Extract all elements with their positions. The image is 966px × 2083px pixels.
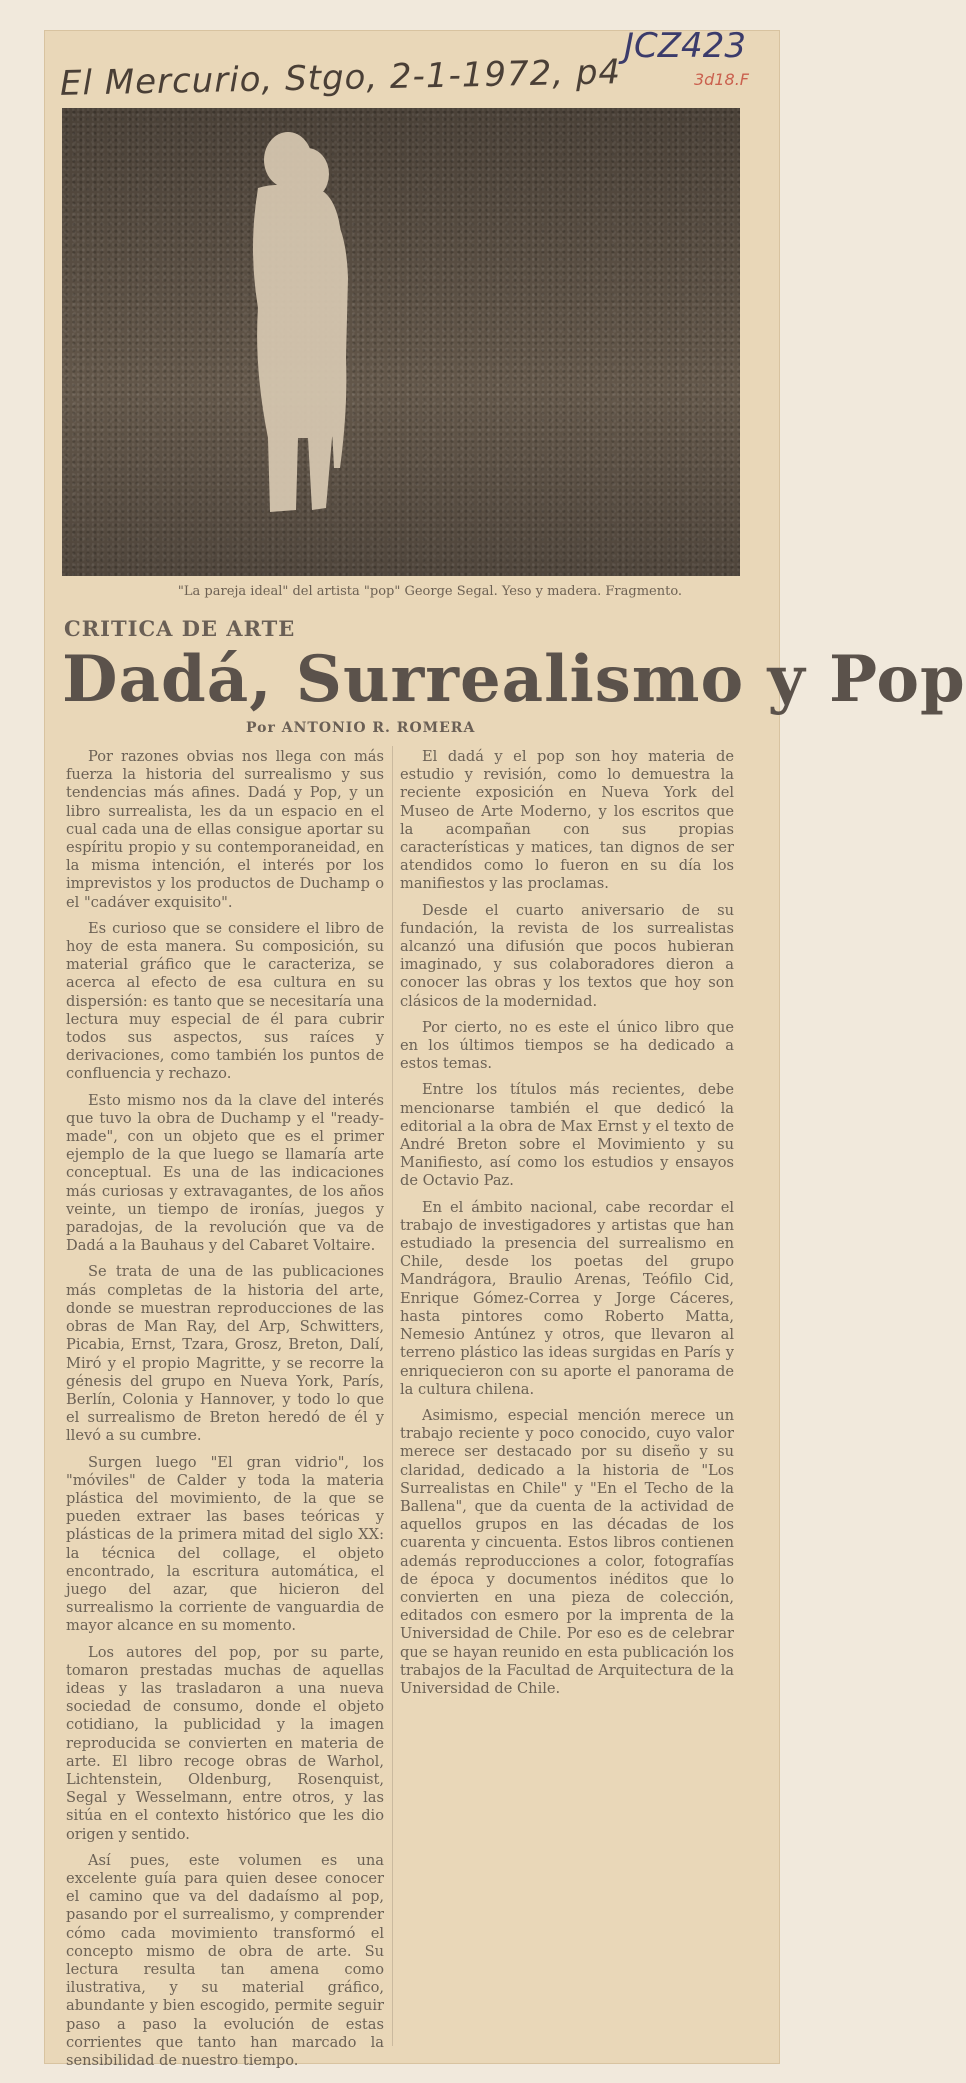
paragraph: Surgen luego "El gran vidrio", los "móviles" de Calder y toda la materia plástica del movimiento, de la que se pueden extraer las bases teóricas y plásticas de la primera mitad del siglo XX: la técnica del collage, el objeto encontrado, la escritura automática, el juego del azar, que hicieron del surrealismo la corriente de vanguardia de mayor alcance en su momento. (66, 1453, 384, 1635)
paragraph: Asimismo, especial mención merece un trabajo reciente y poco conocido, cuyo valor merece ser destacado por su diseño y su claridad, dedicado a la historia de "Los Surrealistas en Chile" y "En el Techo de la Ballena", que da cuenta de la actividad de aquellos grupos en las décadas de los cuarenta y cincuenta. Estos libros contienen además reproducciones a color, fotografías de época y documentos inéditos que lo convierten en una pieza de colección, editados con esmero por la imprenta de la Universidad de Chile. Por eso es de celebrar que se hayan reunido en esta publicación los trabajos de la Facultad de Arquitectura de la Universidad de Chile. (400, 1406, 734, 1697)
paragraph: Se trata de una de las publicaciones más completas de la historia del arte, donde se muestran reproducciones de las obras de Man Ray, del Arp, Schwitters, Picabia, Ernst, Tzara, Grosz, Breton, Dalí, Miró y el propio Magritte, y se recorre la génesis del grupo en Nueva York, París, Berlín, Colonia y Hannover, y todo lo que el surrealismo de Breton heredó de él y llevó a su cumbre. (66, 1263, 384, 1445)
article-column-right (400, 748, 734, 2058)
headline: Dadá, Surrealismo y Pop (62, 642, 966, 717)
paragraph: El dadá y el pop son hoy materia de estudio y revisión, como lo demuestra la reciente exposición en Nueva York del Museo de Arte Moderno, y los escritos que la acompañan con sus propias características y matices, tan dignos de ser atendidos como lo fueron en su día los manifiestos y las proclamas. (400, 748, 734, 893)
sculpture-figures-image (62, 108, 740, 576)
photo-caption: "La pareja ideal" del artista "pop" George Segal. Yeso y madera. Fragmento. (177, 584, 683, 599)
paragraph: Por cierto, no es este el único libro que en los últimos tiempos se ha dedicado a estos temas. (400, 1018, 734, 1073)
article-column-left (66, 748, 384, 2070)
paragraph: Entre los títulos más recientes, debe mencionarse también el que dedicó la editorial a la obra de Max Ernst y el texto de André Breton sobre el Movimiento y su Manifiesto, así como los estudios y ensayos de Octavio Paz. (400, 1081, 734, 1190)
catalog-sub-number: 3d18.F (694, 70, 749, 89)
paragraph: Es curioso que se considere el libro de hoy de esta manera. Su composición, su material gráfico que le caracteriza, se acerca al efecto de esa cultura en su dispersión: es tanto que se necesitaría una lectura muy especial de él para cubrir todos sus aspectos, sus raíces y derivaciones, como también los puntos de confluencia y rechazo. (66, 919, 384, 1083)
catalog-number: JCZ423 (624, 26, 746, 66)
section-kicker: CRITICA DE ARTE (64, 616, 296, 641)
paragraph: Los autores del pop, por su parte, tomaron prestadas muchas de aquellas ideas y las trasladaron a una nueva sociedad de consumo, donde el objeto cotidiano, la publicidad y la imagen reproducida se convierten en materia de arte. El libro recoge obras de Warhol, Lichtenstein, Oldenburg, Rosenquist, Segal y Wesselmann, entre otros, y las sitúa en el contexto histórico que les dio origen y sentido. (66, 1643, 384, 1843)
paragraph: Por razones obvias nos llega con más fuerza la historia del surrealismo y sus tendencias más afines. Dadá y Pop, y un libro surrealista, les da un espacio en el cual cada una de ellas consigue aportar su espíritu propio y su contemporaneidad, en la misma intención, el interés por los imprevistos y los productos de Duchamp o el "cadáver exquisito". (66, 748, 384, 911)
paragraph: En el ámbito nacional, cabe recordar el trabajo de investigadores y artistas que han estudiado la presencia del surrealismo en Chile, desde los poetas del grupo Mandrágora, Braulio Arenas, Teófilo Cid, Enrique Gómez-Correa y Jorge Cáceres, hasta pintores como Roberto Matta, Nemesio Antúnez y otros, que llevaron al terreno plástico las ideas surgidas en París y enriquecieron con su aporte el panorama de la cultura chilena. (400, 1198, 734, 1398)
column-divider (392, 746, 393, 2046)
paragraph: Esto mismo nos da la clave del interés que tuvo la obra de Duchamp y el "ready-made", con un objeto que es el primer ejemplo de la que luego se llamaría arte conceptual. Es una de las indicaciones más curiosas y extravagantes, de los años veinte, un tiempo de ironías, juegos y paradojas, de la revolución que va de Dadá a la Bauhaus y del Cabaret Voltaire. (66, 1091, 384, 1255)
byline: Por ANTONIO R. ROMERA (246, 720, 476, 736)
paragraph: Así pues, este volumen es una excelente guía para quien desee conocer el camino que va del dadaísmo al pop, pasando por el surrealismo, y comprender cómo cada movimiento transformó el concepto mismo de obra de arte. Su lectura resulta tan amena como ilustrativa, y su material gráfico, abundante y bien escogido, permite seguir paso a paso la evolución de estas corrientes que tanto han marcado la sensibilidad de nuestro tiempo. (66, 1851, 384, 2070)
article-photo (62, 108, 740, 576)
handwritten-source-note: El Mercurio, Stgo, 2-1-1972, p4 (59, 52, 622, 104)
paragraph: Desde el cuarto aniversario de su fundación, la revista de los surrealistas alcanzó una difusión que pocos hubieran imaginado, y sus colaboradores dieron a conocer las obras y los textos que hoy son clásicos de la modernidad. (400, 901, 734, 1010)
